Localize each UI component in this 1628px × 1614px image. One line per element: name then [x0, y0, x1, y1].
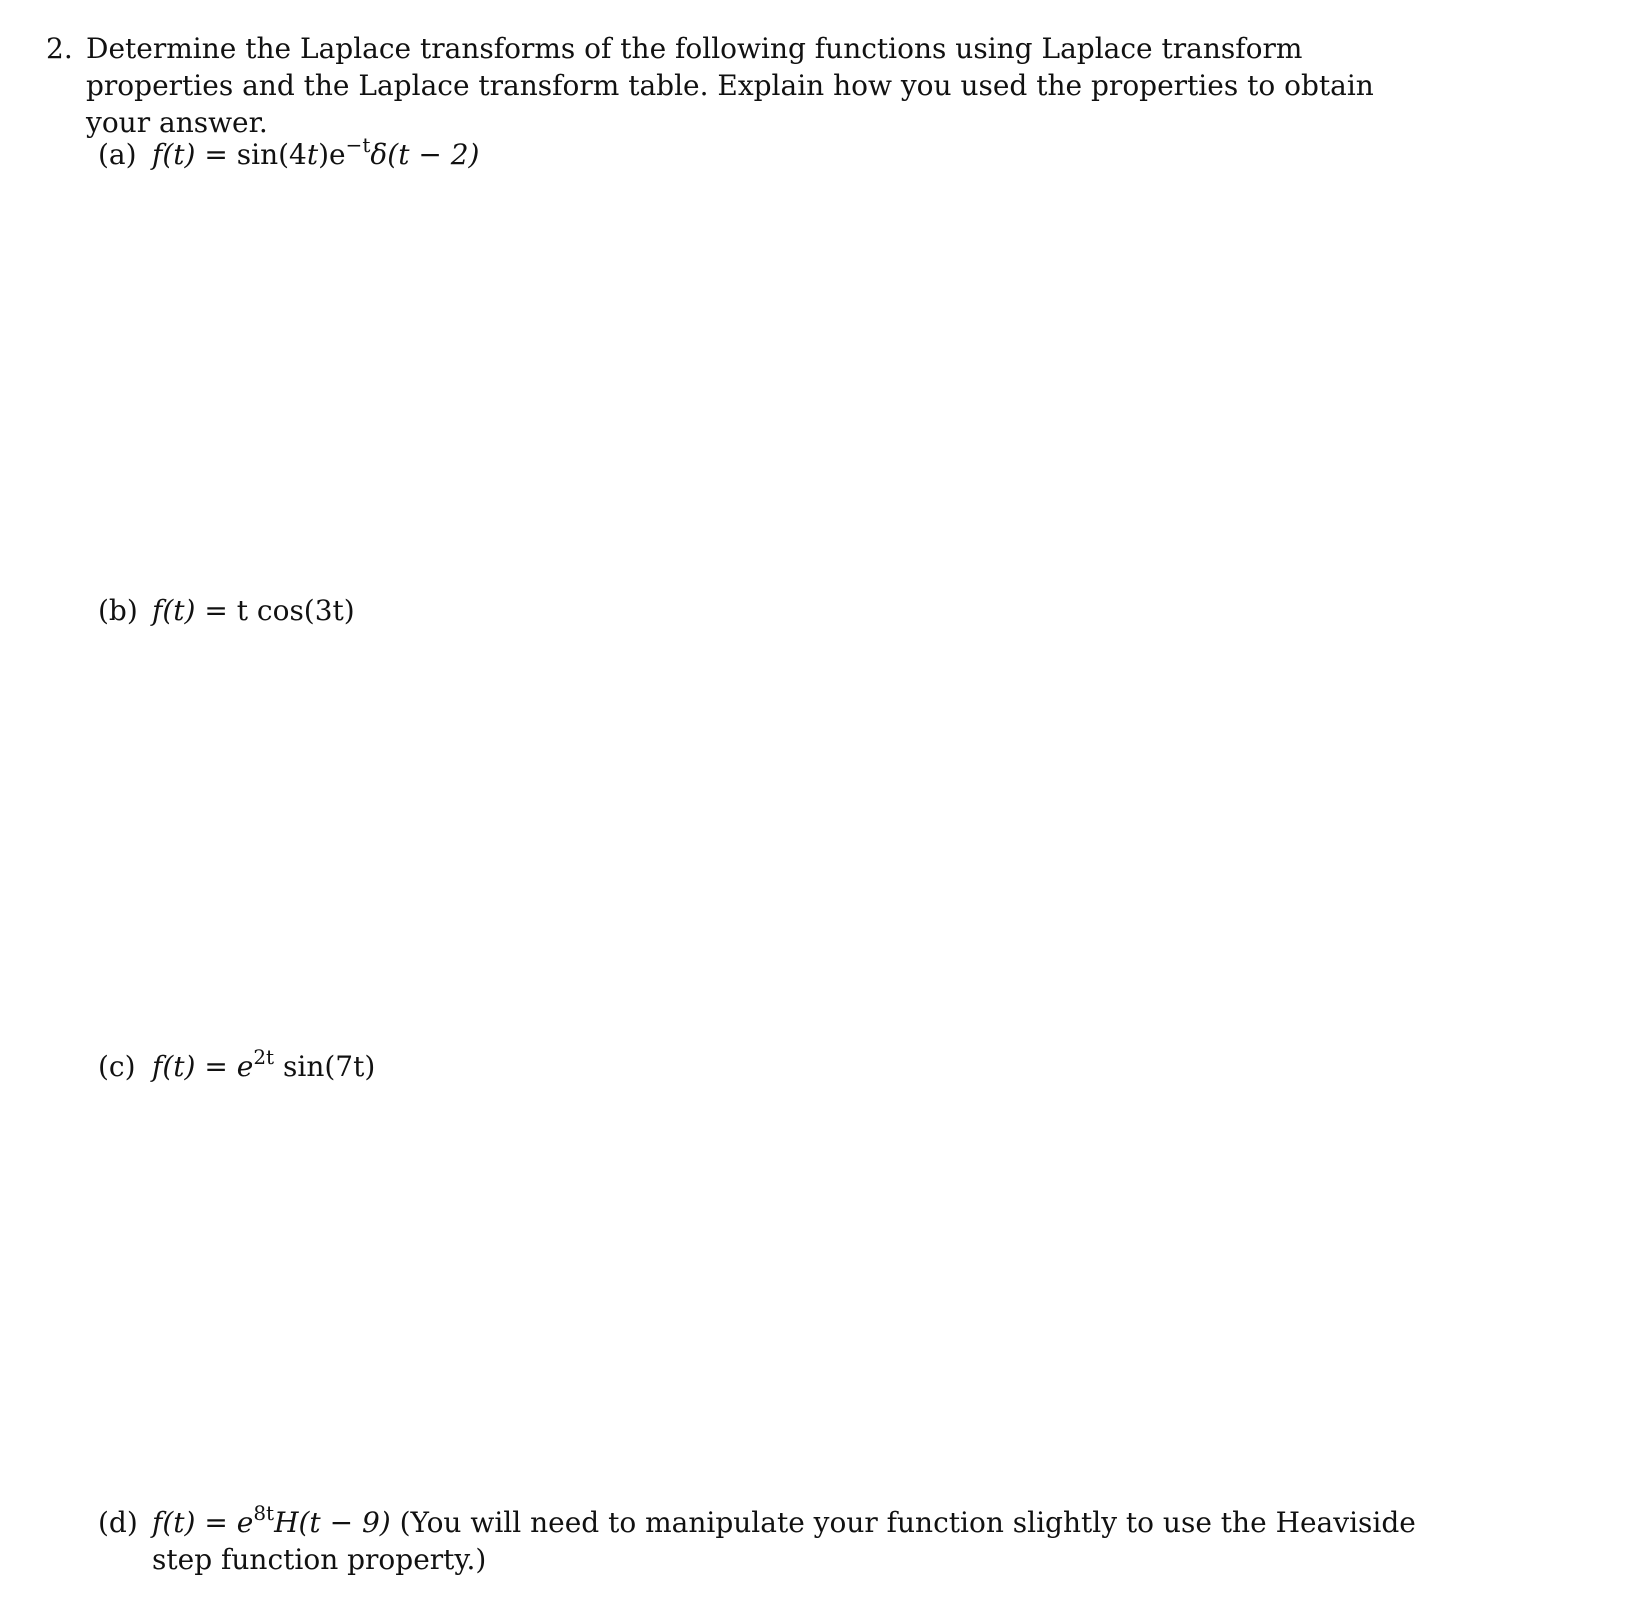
part-a-equation — [152, 132, 1448, 173]
equals-sign: = — [204, 1050, 228, 1083]
expression-rest: H(t − 9) — [274, 1506, 391, 1539]
problem-number: 2. — [46, 32, 73, 65]
problem-prompt: Determine the Laplace transforms of the following functions using Laplace transform properties and the Laplace transform table. Explain how you used the properties to obtain your answer. — [86, 32, 1374, 139]
expr-e-part: )e — [318, 138, 346, 171]
part-c-equation — [152, 1044, 1448, 1085]
part-d — [98, 1500, 1448, 1578]
exponent: −t — [345, 132, 371, 157]
expression-rest: sin(7t) — [274, 1050, 376, 1083]
expr-var: t — [306, 138, 319, 171]
part-label: (b) — [98, 594, 138, 627]
problem-statement — [46, 30, 1446, 141]
expr-delta-part: δ(t − 2) — [370, 138, 480, 171]
part-d-note: (You will need to manipulate your function slightly to use the Heaviside step function property.) — [152, 1506, 1416, 1576]
function-lhs: f(t) — [152, 594, 196, 627]
expr-base: e — [236, 1050, 254, 1083]
part-label: (a) — [98, 138, 137, 171]
expression: t cos(3t) — [236, 594, 355, 627]
equals-sign: = — [204, 138, 228, 171]
equals-sign: = — [204, 1506, 228, 1539]
equals-sign: = — [204, 594, 228, 627]
expr-sin-part: sin(4 — [236, 138, 307, 171]
function-lhs: f(t) — [152, 1050, 196, 1083]
function-lhs: f(t) — [152, 1506, 196, 1539]
part-b — [98, 592, 1448, 629]
part-label: (d) — [98, 1506, 138, 1539]
part-a — [98, 132, 1448, 173]
exponent: 2t — [253, 1044, 275, 1069]
part-b-equation — [152, 592, 1448, 629]
part-c — [98, 1044, 1448, 1085]
function-lhs: f(t) — [152, 138, 196, 171]
expr-base: e — [236, 1506, 254, 1539]
exponent: 8t — [253, 1500, 275, 1525]
part-label: (c) — [98, 1050, 136, 1083]
part-d-equation — [152, 1500, 1448, 1578]
